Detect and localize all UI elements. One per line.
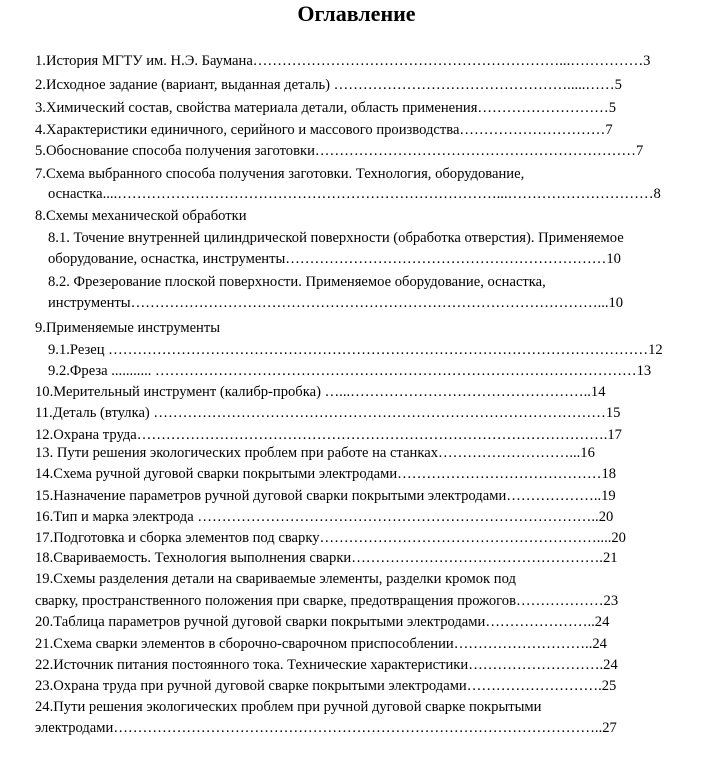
toc-entry-7-cont: оснастка....……………………………………………………………………...…………………………8 (48, 186, 661, 202)
toc-entry-11: 11.Деталь (втулка) …………………………………………………………………………………15 (35, 405, 621, 421)
toc-entry-7: 7.Схема выбранного способа получения заготовки. Технология, оборудование, (35, 166, 525, 182)
toc-entry-19-cont: сварку, пространственного положения при сварке, предотвращения прожогов………………23 (35, 593, 619, 609)
toc-entry-4: 4.Характеристики единичного, серийного и массового производства…………………………7 (35, 122, 613, 138)
toc-entry-23: 23.Охрана труда при ручной дуговой сварке покрытыми электродами……………………….25 (35, 678, 617, 694)
toc-entry-5: 5.Обоснование способа получения заготовки…………………………………………………………7 (35, 143, 644, 159)
toc-entry-1: 1.История МГТУ им. Н.Э. Баумана………………………………………………………...……………3 (35, 53, 651, 69)
toc-entry-8-2-cont: инструменты……………………………………………………………………………………...10 (48, 295, 624, 311)
toc-entry-8: 8.Схемы механической обработки (35, 208, 247, 224)
toc-entry-13: 13. Пути решения экологических проблем при работе на станках………………………...16 (35, 445, 595, 461)
toc-entry-9-2: 9.2.Фреза ........... ………………………………………………………………………………………13 (48, 363, 652, 379)
toc-entry-21: 21.Схема сварки элементов в сборочно-сварочном приспособлении………………………..24 (35, 636, 607, 652)
toc-entry-16: 16.Тип и марка электрода ………………………………………………………………………..20 (35, 509, 614, 525)
toc-entry-24: 24.Пути решения экологических проблем при ручной дуговой сварке покрытыми (35, 699, 542, 715)
toc-entry-22: 22.Источник питания постоянного тока. Технические характеристики……………………….24 (35, 657, 618, 673)
toc-entry-9-1: 9.1.Резец …………………………………………………………………………………………………12 (48, 342, 663, 358)
toc-entry-9: 9.Применяемые инструменты (35, 320, 221, 336)
toc-entry-2: 2.Исходное задание (вариант, выданная деталь) ………………………………………….....……5 (35, 77, 622, 93)
toc-entry-8-1-cont: оборудование, оснастка, инструменты…………………………………………………………10 (48, 251, 621, 267)
toc-entry-14: 14.Схема ручной дуговой сварки покрытыми электродами……………………………………18 (35, 466, 617, 482)
toc-entry-19: 19.Схемы разделения детали на свариваемые элементы, разделки кромок под (35, 571, 516, 587)
toc-entry-17: 17.Подготовка и сборка элементов под сварку…………………………………………………....20 (35, 530, 626, 546)
toc-entry-15: 15.Назначение параметров ручной дуговой сварки покрытыми электродами………………..19 (35, 488, 616, 504)
toc-entry-12: 12.Охрана труда…………………………………………………………………………………….17 (35, 427, 622, 443)
toc-entry-24-cont: электродами………………………………………………………………………………………..27 (35, 720, 617, 736)
toc-entry-8-1: 8.1. Точение внутренней цилиндрической поверхности (обработка отверстия). Применяемое (48, 230, 624, 246)
toc-entry-8-2: 8.2. Фрезерование плоской поверхности. Применяемое оборудование, оснастка, (48, 274, 546, 290)
toc-entry-10: 10.Мерительный инструмент (калибр-пробка) …...…………………………………………..14 (35, 384, 606, 400)
page-title: Оглавление (297, 1, 416, 26)
toc-entry-3: 3.Химический состав, свойства материала детали, область применения………………………5 (35, 100, 617, 116)
toc-entry-18: 18.Свариваемость. Технология выполнения сварки…………………………………………….21 (35, 550, 618, 566)
toc-entry-20: 20.Таблица параметров ручной дуговой сварки покрытыми электродами…………………..24 (35, 614, 610, 630)
